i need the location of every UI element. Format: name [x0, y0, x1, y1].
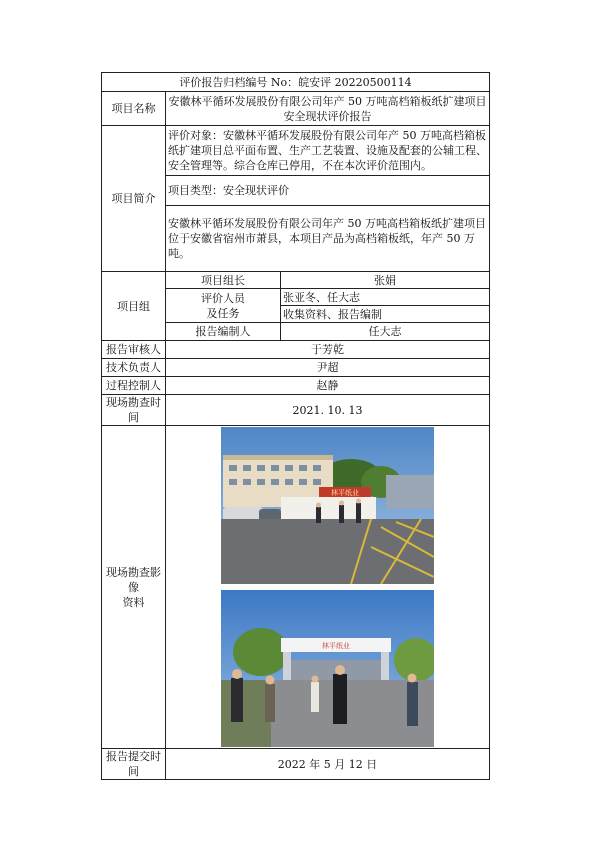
archive-number: 评价报告归档编号 No：皖安评 20220500114: [102, 73, 490, 92]
submit-date-label: 报告提交时间: [102, 749, 166, 780]
report-writer-label: 报告编制人: [166, 323, 281, 341]
report-writer: 任大志: [281, 323, 490, 341]
tech-lead: 尹超: [166, 359, 490, 377]
team-members-label-1: 评价人员: [201, 291, 245, 305]
team-members-label-2: 及任务: [206, 306, 240, 320]
report-archive-table: [101, 72, 490, 780]
reviewer-label: 报告审核人: [102, 341, 166, 359]
reviewer: 于芳乾: [166, 341, 490, 359]
site-photo-2: [221, 590, 434, 747]
project-name-label: 项目名称: [102, 92, 166, 126]
survey-photos: [166, 426, 490, 749]
submit-date: 2022 年 5 月 12 日: [166, 749, 490, 780]
project-scope: 评价对象：安徽林平循环发展股份有限公司年产 50 万吨高档箱板纸扩建项目总平面布置、生产工艺装置、设施及配套的公辅工程、安全管理等。综合仓库已停用，不在本次评价范围内。: [166, 126, 490, 176]
project-team-label: 项目组: [102, 272, 166, 341]
tech-lead-label: 技术负责人: [102, 359, 166, 377]
team-members: 张亚冬、任大志: [281, 289, 490, 306]
process-control: 赵静: [166, 377, 490, 395]
site-photo-1: [221, 427, 434, 584]
team-members-label: [166, 289, 281, 323]
project-type: 项目类型：安全现状评价: [166, 176, 490, 206]
team-tasks: 收集资料、报告编制: [281, 306, 490, 323]
survey-date: 2021. 10. 13: [166, 395, 490, 426]
factory-sign-2: 林平纸业: [322, 642, 350, 650]
survey-images-label-1: 现场勘查影像: [106, 565, 161, 594]
survey-images-label: [102, 426, 166, 749]
process-control-label: 过程控制人: [102, 377, 166, 395]
survey-date-label: 现场勘查时间: [102, 395, 166, 426]
project-location: 安徽林平循环发展股份有限公司年产 50 万吨高档箱板纸扩建项目位于安徽省宿州市萧县，本项目产品为高档箱板纸，年产 50 万吨。: [166, 206, 490, 272]
project-intro-label: 项目简介: [102, 126, 166, 272]
project-name-value: 安徽林平循环发展股份有限公司年产 50 万吨高档箱板纸扩建项目安全现状评价报告: [166, 92, 490, 126]
team-leader-label: 项目组长: [166, 272, 281, 289]
team-leader: 张娟: [281, 272, 490, 289]
factory-sign-1: 林平纸业: [331, 489, 359, 497]
survey-images-label-2: 资料: [122, 595, 145, 609]
